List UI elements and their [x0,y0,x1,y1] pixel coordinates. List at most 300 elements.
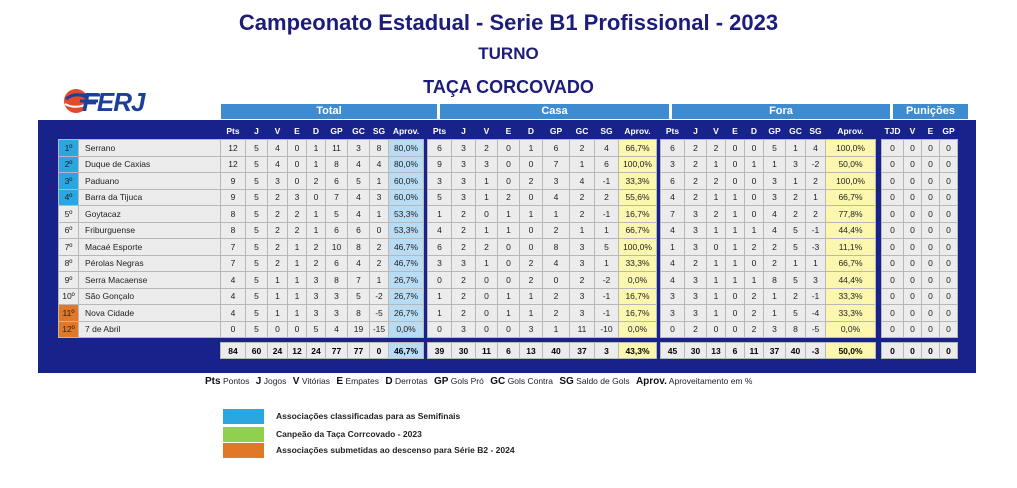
col-pun-gp: GP [942,126,955,136]
fora-cell: 5 [786,305,806,322]
casa-cell: 3 [543,173,570,190]
table-row [59,140,958,157]
casa-cell: 66,7% [619,222,657,239]
total-cell: 4 [221,288,246,305]
abbr-key: Aprov. [635,376,667,387]
fora-cell: 1 [745,156,764,173]
position-cell: 7º [59,239,79,256]
casa-cell: 2 [498,189,520,206]
fora-cell: 5 [786,272,806,289]
abbr-meaning: Gols Contra [507,376,553,386]
casa-cell: 6 [543,140,570,157]
team-name: Nova Cidade [79,305,221,322]
total-cell: 0 [288,140,307,157]
casa-cell: 2 [452,222,476,239]
total-cell: 1 [307,206,326,223]
casa-cell: 1 [595,222,619,239]
fora-cell: 1 [786,173,806,190]
casa-cell: 3 [452,189,476,206]
totals-fora-cell: 30 [685,343,707,359]
totals-total-cell: 24 [268,343,288,359]
total-cell: 5 [246,156,268,173]
punicoes-cell: 0 [940,239,958,256]
table-row [59,305,958,322]
total-cell: 53,3% [389,222,424,239]
col-pun-v: V [909,126,916,136]
fora-cell: 6 [661,173,685,190]
fora-cell: 0 [707,239,726,256]
casa-cell: 7 [543,156,570,173]
casa-cell: 6 [595,156,619,173]
total-cell: 4 [348,156,370,173]
total-cell: 8 [326,272,348,289]
fora-cell: 1 [764,305,786,322]
punicoes-cell: 0 [882,222,904,239]
total-cell: 3 [326,288,348,305]
total-cell: 6 [326,255,348,272]
fora-cell: -1 [806,288,826,305]
casa-cell: 0 [498,156,520,173]
casa-cell: 4 [595,140,619,157]
punicoes-cell: 0 [940,222,958,239]
total-cell: 12 [221,156,246,173]
total-cell: 6 [326,222,348,239]
total-cell: 2 [370,239,389,256]
casa-cell: 1 [520,206,543,223]
total-cell: 1 [268,272,288,289]
totals-fora-cell: 6 [726,343,745,359]
col-fora-v: V [713,126,719,136]
fora-cell: 3 [685,305,707,322]
punicoes-cell: 0 [940,206,958,223]
total-cell: 3 [326,305,348,322]
casa-cell: 100,0% [619,156,657,173]
fora-cell: 1 [745,222,764,239]
col-gc: GC [352,126,365,136]
total-cell: 6 [326,173,348,190]
team-name: Goytacaz [79,206,221,223]
casa-cell: 1 [520,305,543,322]
punicoes-cell: 0 [922,305,940,322]
col-casa-d: D [527,126,535,136]
fora-cell: 1 [745,272,764,289]
total-cell: 5 [246,206,268,223]
fora-cell: 3 [786,156,806,173]
casa-cell: 55,6% [619,189,657,206]
punicoes-cell: 0 [904,140,922,157]
casa-cell: 0 [520,189,543,206]
casa-cell: 0 [498,239,520,256]
table-row [59,156,958,173]
fora-cell: 5 [786,239,806,256]
group-total: Total [221,104,437,119]
casa-cell: 3 [428,173,452,190]
fora-cell: 1 [726,222,745,239]
total-cell: -5 [370,305,389,322]
casa-cell: 1 [595,255,619,272]
col-fora-gc: GC [789,126,802,136]
casa-cell: 0 [543,272,570,289]
total-cell: 2 [268,255,288,272]
total-cell: 1 [370,173,389,190]
casa-cell: 1 [476,222,498,239]
fora-cell: 1 [707,305,726,322]
legend-text: Associações submetidas ao descenso para Série B2 - 2024 [276,445,515,455]
casa-cell: 2 [570,140,595,157]
punicoes-cell: 0 [904,189,922,206]
fora-cell: 2 [786,189,806,206]
total-cell: 2 [370,255,389,272]
casa-cell: 1 [570,156,595,173]
total-cell: 5 [246,189,268,206]
table-row [59,321,958,338]
punicoes-cell: 0 [904,272,922,289]
punicoes-cell: 0 [922,206,940,223]
total-cell: 3 [288,189,307,206]
total-cell: 5 [246,272,268,289]
punicoes-cell: 0 [882,288,904,305]
casa-cell: 2 [595,189,619,206]
punicoes-cell: 0 [882,305,904,322]
total-cell: 1 [288,255,307,272]
fora-cell: 1 [726,239,745,256]
abbr-key: Pts [205,376,221,387]
casa-cell: 2 [452,239,476,256]
casa-cell: 100,0% [619,239,657,256]
totals-total-cell: 77 [348,343,370,359]
standings-table [58,123,958,359]
fora-cell: 2 [786,288,806,305]
col-casa-j: J [461,126,466,136]
casa-cell: 16,7% [619,305,657,322]
total-cell: 8 [348,239,370,256]
total-cell: 4 [370,156,389,173]
fora-cell: 3 [661,156,685,173]
punicoes-cell: 0 [922,189,940,206]
col-pun-e: E [927,126,934,136]
casa-cell: 1 [476,189,498,206]
position-cell: 6º [59,222,79,239]
fora-cell: 1 [764,288,786,305]
position-cell: 2º [59,156,79,173]
col-casa-gp: GP [549,126,563,136]
total-cell: 0 [370,222,389,239]
casa-cell: 3 [570,255,595,272]
casa-cell: 16,7% [619,206,657,223]
totals-punicoes-cell: 0 [882,343,904,359]
position-cell: 3º [59,173,79,190]
fora-cell: 6 [661,140,685,157]
fora-cell: 0 [745,189,764,206]
punicoes-cell: 0 [882,206,904,223]
table-row [59,206,958,223]
total-cell: 26,7% [389,288,424,305]
fora-cell: 44,4% [826,222,876,239]
fora-cell: 0 [726,305,745,322]
casa-cell: 1 [520,140,543,157]
casa-cell: 3 [428,255,452,272]
fora-cell: 0 [745,173,764,190]
casa-cell: 2 [543,288,570,305]
total-cell: 5 [246,173,268,190]
abbr-key: E [336,376,344,387]
casa-cell: 1 [570,222,595,239]
fora-cell: 2 [685,321,707,338]
casa-cell: 5 [595,239,619,256]
fora-cell: 3 [661,305,685,322]
total-cell: 1 [370,272,389,289]
casa-cell: 3 [476,156,498,173]
col-casa-e: E [505,126,512,136]
punicoes-cell: 0 [904,239,922,256]
punicoes-cell: 0 [904,255,922,272]
total-cell: 9 [221,173,246,190]
totals-casa-cell: 40 [543,343,570,359]
fora-cell: 1 [707,156,726,173]
legend-swatch [223,443,264,458]
punicoes-cell: 0 [922,321,940,338]
table-row [59,272,958,289]
totals-total-cell: 77 [326,343,348,359]
fora-cell: 1 [726,255,745,272]
total-cell: 3 [307,305,326,322]
fora-cell: 66,7% [826,255,876,272]
totals-punicoes-cell: 0 [922,343,940,359]
casa-cell: 4 [428,222,452,239]
fora-cell: 7 [661,206,685,223]
total-cell: 60,0% [389,189,424,206]
total-cell: 7 [326,189,348,206]
fora-cell: 0 [726,156,745,173]
casa-cell: 0 [520,222,543,239]
total-cell: 2 [268,239,288,256]
col-gp: GP [330,126,343,136]
total-cell: 6 [348,222,370,239]
punicoes-cell: 0 [904,305,922,322]
totals-blank [59,343,79,359]
col-sg: SG [372,126,386,136]
total-cell: 0 [288,173,307,190]
fora-cell: 3 [661,288,685,305]
totals-fora-cell: 37 [764,343,786,359]
casa-cell: 2 [520,173,543,190]
casa-cell: 1 [498,305,520,322]
totals-casa-cell: 13 [520,343,543,359]
legend-text: Associações classificadas para as Semifinais [276,411,461,421]
position-cell: 11º [59,305,79,322]
total-cell: 2 [268,189,288,206]
fora-cell: 33,3% [826,288,876,305]
casa-cell: -1 [595,173,619,190]
totals-casa-cell: 37 [570,343,595,359]
casa-cell: 1 [428,305,452,322]
casa-cell: 1 [498,288,520,305]
fora-cell: 77,8% [826,206,876,223]
casa-cell: 66,7% [619,140,657,157]
table-row [59,189,958,206]
total-cell: 26,7% [389,272,424,289]
casa-cell: 6 [428,140,452,157]
total-cell: 1 [288,272,307,289]
fora-cell: 2 [764,239,786,256]
abbr-meaning: Jogos [263,376,287,386]
total-cell: 7 [221,239,246,256]
fora-cell: 2 [685,173,707,190]
fora-cell: 5 [764,140,786,157]
casa-cell: 0 [476,288,498,305]
total-cell: 1 [307,222,326,239]
total-cell: 8 [221,222,246,239]
totals-fora-cell: 11 [745,343,764,359]
col-fora-gp: GP [768,126,781,136]
fora-cell: 33,3% [826,305,876,322]
fora-cell: 4 [661,272,685,289]
total-cell: 0 [288,156,307,173]
punicoes-cell: 0 [940,288,958,305]
fora-cell: 0 [726,288,745,305]
fora-cell: 4 [806,140,826,157]
team-name: Friburguense [79,222,221,239]
group-punicoes: Punições [893,104,968,119]
casa-cell: 3 [452,140,476,157]
casa-cell: 3 [520,321,543,338]
total-cell: -15 [370,321,389,338]
total-cell: 1 [288,239,307,256]
casa-cell: 2 [570,206,595,223]
punicoes-cell: 0 [922,222,940,239]
fora-cell: 1 [786,140,806,157]
punicoes-cell: 0 [940,305,958,322]
total-cell: 53,3% [389,206,424,223]
casa-cell: 4 [543,255,570,272]
total-cell: 26,7% [389,305,424,322]
casa-cell: -2 [595,272,619,289]
position-cell: 4º [59,189,79,206]
totals-total-cell: 84 [221,343,246,359]
total-cell: 1 [307,156,326,173]
punicoes-cell: 0 [922,156,940,173]
punicoes-cell: 0 [904,222,922,239]
logo-text: FERJ [82,87,145,117]
fora-cell: 2 [764,255,786,272]
total-cell: 19 [348,321,370,338]
casa-cell: 11 [570,321,595,338]
total-cell: 2 [288,206,307,223]
punicoes-cell: 0 [940,272,958,289]
abbr-key: V [292,376,300,387]
abbr-meaning: Derrotas [394,376,428,386]
casa-cell: 1 [520,288,543,305]
punicoes-cell: 0 [922,272,940,289]
abbr-meaning: Vitórias [301,376,331,386]
punicoes-cell: 0 [882,156,904,173]
total-cell: 0 [221,321,246,338]
casa-cell: 0 [498,272,520,289]
team-name: Serrano [79,140,221,157]
fora-cell: 1 [707,255,726,272]
totals-casa-cell: 11 [476,343,498,359]
punicoes-cell: 0 [904,156,922,173]
casa-cell: 5 [428,189,452,206]
col-fora-aprov: Aprov. [837,126,864,136]
casa-cell: 2 [476,239,498,256]
abbr-key: J [255,376,262,387]
fora-cell: 3 [764,321,786,338]
punicoes-cell: 0 [904,206,922,223]
fora-cell: 2 [707,140,726,157]
total-cell: 80,0% [389,140,424,157]
punicoes-cell: 0 [922,239,940,256]
table-row [59,222,958,239]
total-cell: 8 [370,140,389,157]
col-fora-e: E [732,126,738,136]
col-casa-v: V [483,126,490,136]
total-cell: 8 [326,156,348,173]
totals-casa-cell: 43,3% [619,343,657,359]
total-cell: 1 [268,305,288,322]
totals-casa-cell: 39 [428,343,452,359]
fora-cell: 2 [685,156,707,173]
team-name: Macaé Esporte [79,239,221,256]
punicoes-cell: 0 [940,255,958,272]
col-v: V [274,126,281,136]
casa-cell: -1 [595,206,619,223]
total-cell: 1 [370,206,389,223]
header-row [59,123,958,140]
casa-cell: 4 [543,189,570,206]
fora-cell: 0 [726,140,745,157]
col-casa-aprov: Aprov. [624,126,651,136]
fora-cell: 2 [806,173,826,190]
punicoes-cell: 0 [940,140,958,157]
casa-cell: 2 [452,206,476,223]
total-cell: 5 [246,140,268,157]
fora-cell: 66,7% [826,189,876,206]
casa-cell: 2 [452,272,476,289]
col-d: D [312,126,320,136]
totals-casa-cell: 6 [498,343,520,359]
total-cell: 4 [268,140,288,157]
punicoes-cell: 0 [882,321,904,338]
table-row [59,255,958,272]
casa-cell: 9 [428,156,452,173]
table-row [59,173,958,190]
fora-cell: 4 [764,206,786,223]
fora-cell: -3 [806,239,826,256]
col-e: E [294,126,300,136]
totals-blank [79,343,221,359]
total-cell: 1 [288,305,307,322]
team-name: São Gonçalo [79,288,221,305]
total-cell: 5 [348,173,370,190]
totals-row [59,343,958,359]
totals-punicoes-cell: 0 [940,343,958,359]
col-aprov: Aprov. [392,126,420,136]
total-cell: 8 [348,305,370,322]
casa-cell: 3 [570,288,595,305]
fora-cell: -1 [806,222,826,239]
totals-total-cell: 0 [370,343,389,359]
fora-cell: 0 [707,321,726,338]
fora-cell: -5 [806,321,826,338]
col-pts: Pts [226,126,240,136]
abbr-meaning: Aproveitamento em % [668,376,753,386]
fora-cell: 44,4% [826,272,876,289]
fora-cell: 1 [726,189,745,206]
legend-text: Canpeão da Taça Corrcovado - 2023 [276,429,422,439]
position-cell: 10º [59,288,79,305]
fora-cell: 1 [707,288,726,305]
